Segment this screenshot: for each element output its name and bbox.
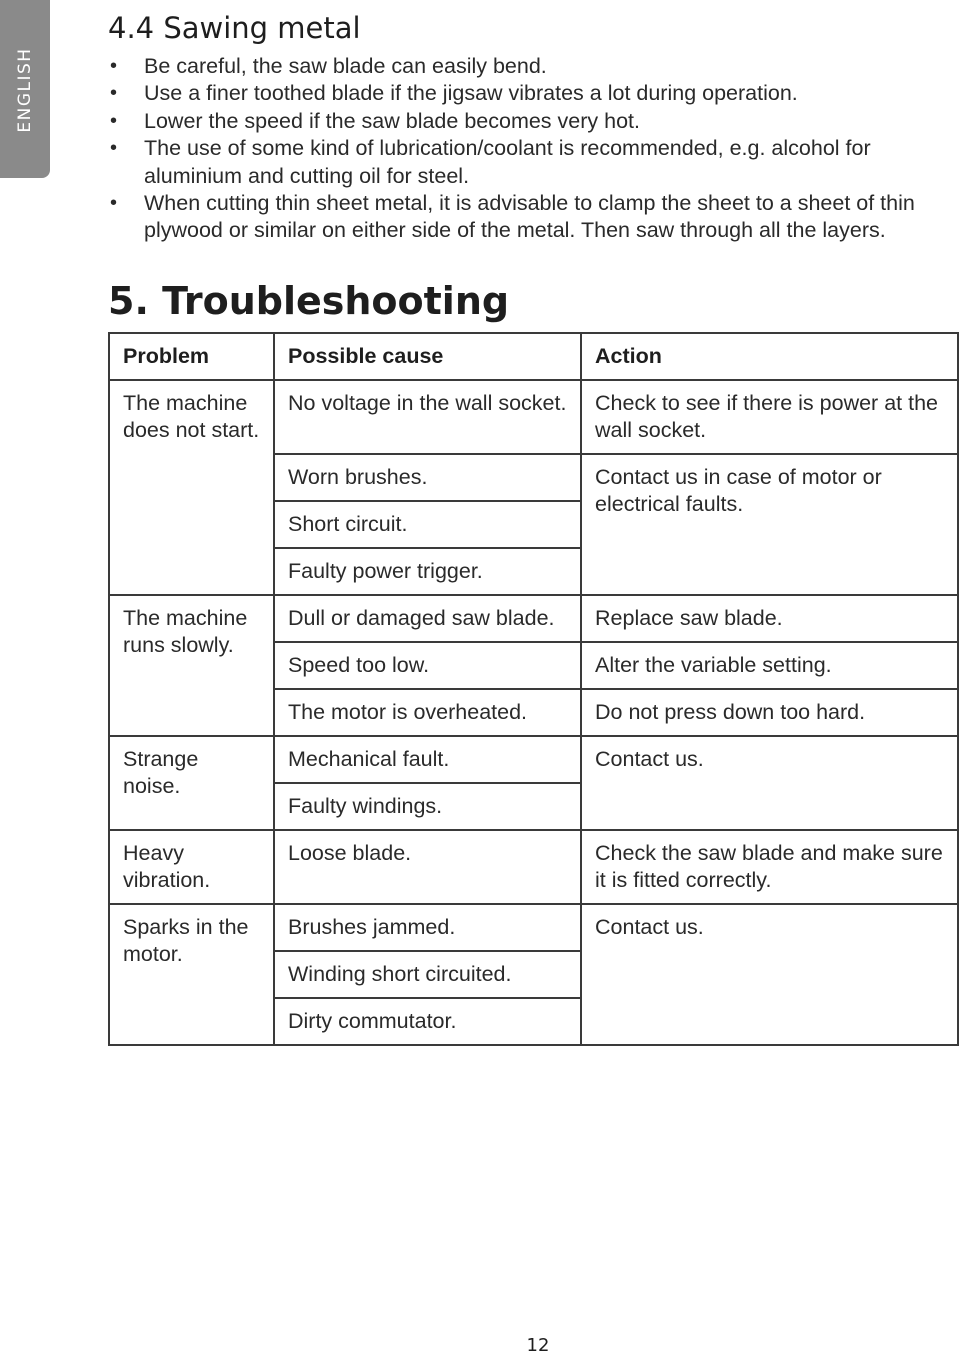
problem-cell: The machine does not start. [109,380,274,595]
bullet-item: • Lower the speed if the saw blade becomes very hot. [108,108,953,135]
problem-cell: Heavy vibration. [109,830,274,904]
cause-cell: Short circuit. [274,501,581,548]
language-tab [0,0,50,178]
cause-cell: Dull or damaged saw blade. [274,595,581,642]
header-possible-cause: Possible cause [274,333,581,380]
action-cell: Contact us. [581,736,958,830]
chapter-heading: 5. Troubleshooting [108,279,510,323]
problem-cell: Sparks in the motor. [109,904,274,1045]
action-cell: Replace saw blade. [581,595,958,642]
action-cell: Do not press down too hard. [581,689,958,736]
action-cell: Check the saw blade and make sure it is fitted correctly. [581,830,958,904]
cause-cell: Brushes jammed. [274,904,581,951]
cause-cell: Faulty windings. [274,783,581,830]
bullet-item: • Be careful, the saw blade can easily bend. [108,53,953,80]
header-problem: Problem [109,333,274,380]
action-cell: Check to see if there is power at the wall socket. [581,380,958,454]
cause-cell: No voltage in the wall socket. [274,380,581,454]
cause-cell: Loose blade. [274,830,581,904]
problem-cell: The machine runs slowly. [109,595,274,736]
cause-cell: Worn brushes. [274,454,581,501]
cause-cell: Dirty commutator. [274,998,581,1045]
section-heading: 4.4 Sawing metal [108,11,361,45]
bullet-item: • When cutting thin sheet metal, it is advisable to clamp the sheet to a sheet of thin plywood or similar on either side of the metal. Then saw through all the layers. [108,190,953,245]
cause-cell: Speed too low. [274,642,581,689]
action-cell: Contact us. [581,904,958,1045]
table-header-row [109,333,958,380]
table-row [109,904,958,951]
table-row [109,595,958,642]
bullet-item: • Use a finer toothed blade if the jigsaw vibrates a lot during operation. [108,80,953,107]
bullet-item: • The use of some kind of lubrication/coolant is recommended, e.g. alcohol for aluminium and cutting oil for steel. [108,135,953,190]
bullet-list [108,53,953,245]
page-number: 12 [526,1335,550,1356]
cause-cell: The motor is overheated. [274,689,581,736]
table-row [109,736,958,783]
action-cell: Alter the variable setting. [581,642,958,689]
table-row [109,830,958,904]
language-tab-label: ENGLISH [15,47,35,133]
cause-cell: Mechanical fault. [274,736,581,783]
action-cell: Contact us in case of motor or electrical faults. [581,454,958,595]
troubleshooting-table [108,332,959,1046]
table-row [109,380,958,454]
cause-cell: Winding short circuited. [274,951,581,998]
problem-cell: Strange noise. [109,736,274,830]
cause-cell: Faulty power trigger. [274,548,581,595]
header-action: Action [581,333,958,380]
